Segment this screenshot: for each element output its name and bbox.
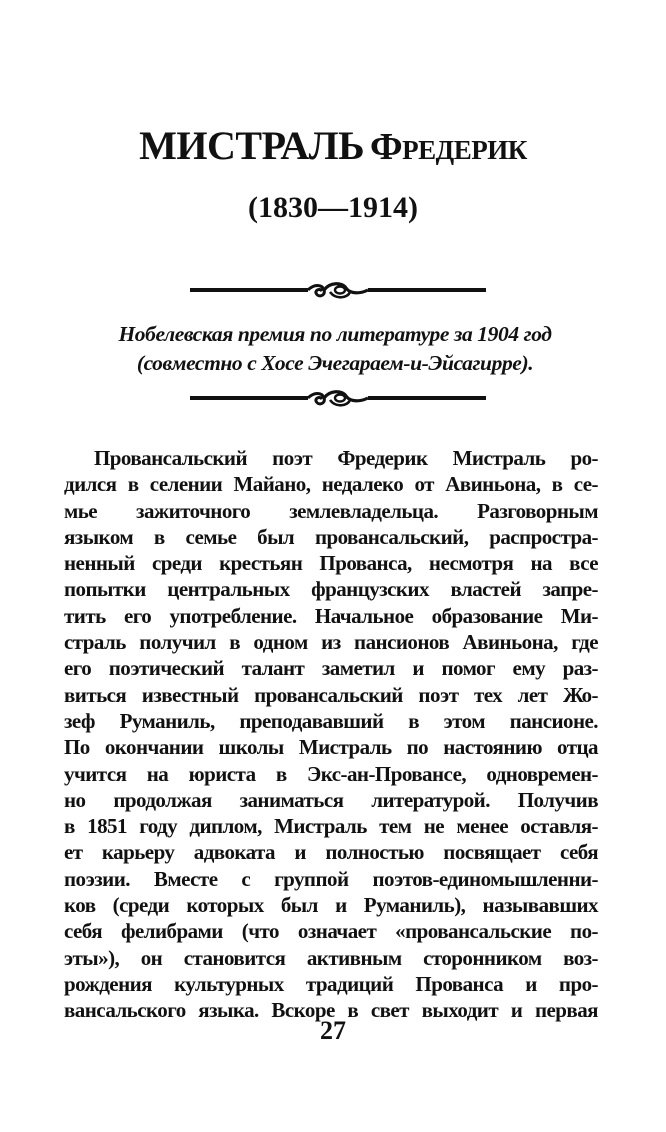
scroll-flourish-icon: [190, 278, 486, 302]
text-line: учится на юриста в Экс-ан-Провансе, одновремен-: [64, 761, 598, 786]
text-line: рождения культурных традиций Прованса и про-: [64, 971, 598, 996]
text-line: По окончании школы Мистраль по настоянию отца: [64, 735, 598, 760]
text-line: ков (среди которых был и Руманиль), называвших: [64, 893, 598, 918]
text-line: виться известный провансальский поэт тех лет Жо-: [64, 682, 598, 707]
text-line: поэзии. Вместе с группой поэтов-единомышленни-: [64, 866, 598, 891]
text-line: Провансальский поэт Фредерик Мистраль ро-: [94, 446, 598, 470]
text-line: дился в селении Майано, недалеко от Авиньона, в се-: [64, 472, 598, 497]
page-number: 27: [320, 1016, 346, 1045]
scroll-flourish-icon: [190, 386, 486, 410]
nobel-prize-line-2: (совместно с Хосе Эчегараем-и-Эйсагирре).: [136, 351, 534, 375]
text-line: ненный среди крестьян Прованса, несмотря на все: [64, 551, 598, 576]
text-line: ет карьеру адвоката и полностью посвящает себя: [64, 840, 598, 865]
text-line: его поэтический талант заметил и помог ему раз-: [64, 656, 598, 681]
text-line: языком в семье был провансальский, распростра-: [64, 524, 598, 549]
life-years: (1830—1914): [248, 191, 418, 224]
text-line: вансальского языка. Вскоре в свет выходит и первая: [64, 998, 598, 1023]
nobel-prize-line-1: Нобелевская премия по литературе за 1904 год: [118, 322, 552, 346]
nobel-prize-note: [40, 320, 630, 378]
text-line: но продолжая заниматься литературой. Получив: [64, 787, 598, 812]
text-line: тить его употребление. Начальное образование Ми-: [64, 603, 598, 628]
body-paragraph: [64, 445, 598, 1024]
text-line: зеф Руманиль, преподававший в этом пансионе.: [64, 708, 598, 733]
text-line: страль получил в одном из пансионов Авиньона, где: [64, 630, 598, 655]
text-line: попытки центральных французских властей запре-: [64, 577, 598, 602]
title-given-name: Фредерик: [370, 126, 527, 168]
title-surname: МИСТРАЛЬ: [139, 123, 365, 168]
text-line: себя фелибрами (что означает «провансальские по-: [64, 919, 598, 944]
page-title: [0, 122, 666, 171]
text-line: эты»), он становится активным сторонником воз-: [64, 945, 598, 970]
text-line: в 1851 году диплом, Мистраль тем не менее оставля-: [64, 814, 598, 839]
text-line: мье зажиточного землевладельца. Разговорным: [64, 498, 598, 523]
